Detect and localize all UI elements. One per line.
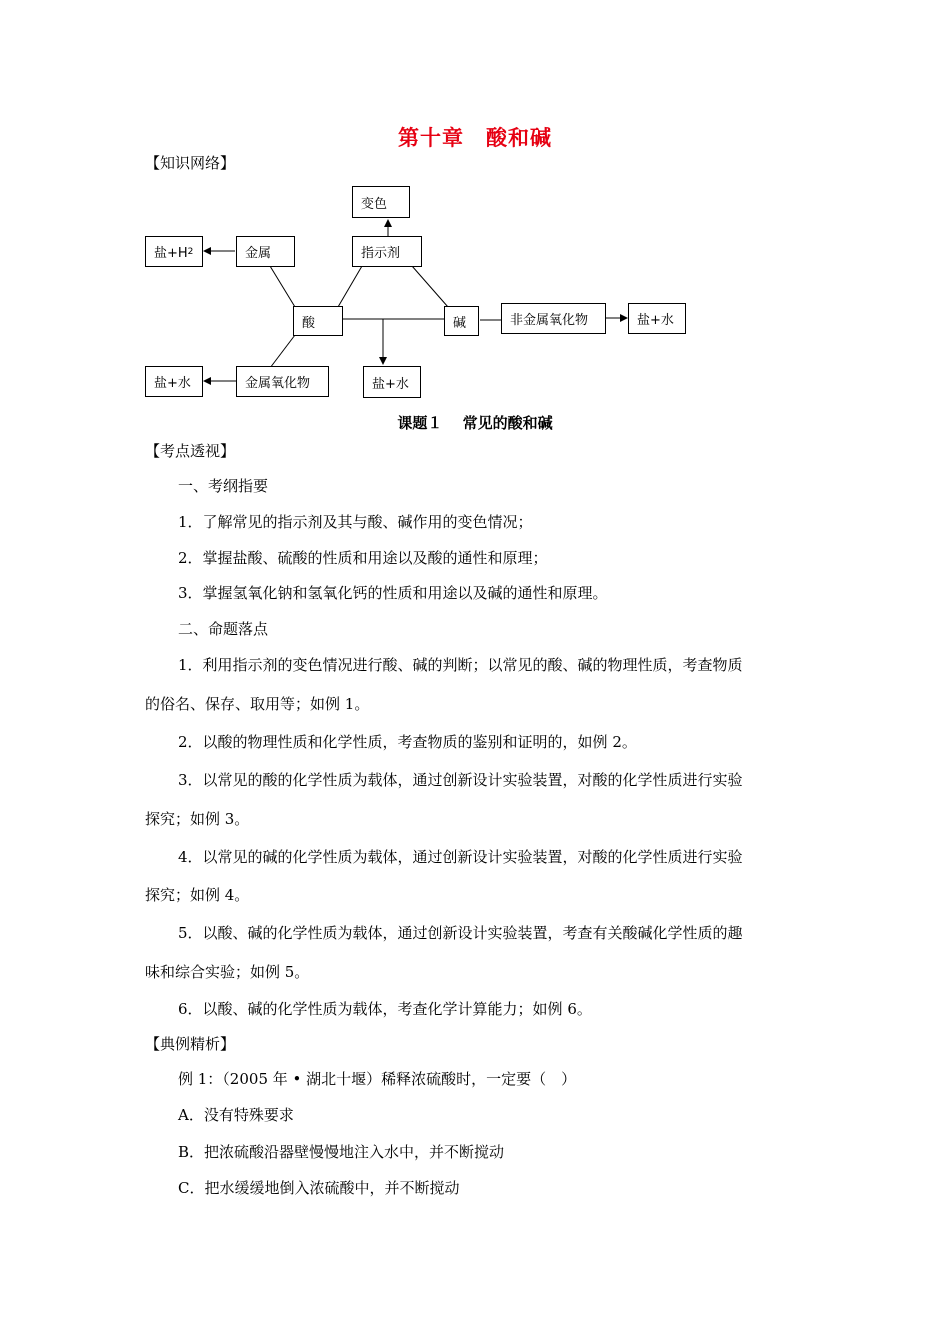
node-color-change: 变色 xyxy=(352,186,410,218)
focus-item-1-line-2: 的俗名、保存、取用等；如例 1。 xyxy=(145,695,370,713)
example-1-option-a: A．没有特殊要求 xyxy=(178,1106,294,1124)
node-nonmetal-oxide: 非金属氧化物 xyxy=(501,303,606,334)
example-1-option-b: B．把浓硫酸沿器壁慢慢地注入水中，并不断搅动 xyxy=(178,1143,505,1161)
node-acid: 酸 xyxy=(293,306,343,336)
node-indicator: 指示剂 xyxy=(352,236,422,267)
connector-indicator-base xyxy=(412,266,448,307)
connector-metal-acid xyxy=(270,266,295,307)
node-metal-oxide: 金属氧化物 xyxy=(236,366,329,397)
section-heading-examples: 【典例精析】 xyxy=(145,1035,236,1053)
focus-item-2: 2．以酸的物理性质和化学性质，考查物质的鉴别和证明的，如例 2。 xyxy=(178,733,637,751)
node-metal: 金属 xyxy=(236,236,295,267)
lesson-title: 课题１ 常见的酸和碱 xyxy=(397,414,553,432)
outline-heading: 一、考纲指要 xyxy=(178,477,269,495)
node-salt-water-left: 盐+水 xyxy=(145,366,203,397)
focus-item-5-line-1: 5．以酸、碱的化学性质为载体，通过创新设计实验装置，考查有关酸碱化学性质的趣 xyxy=(178,924,743,942)
section-heading-exam-points: 【考点透视】 xyxy=(145,442,236,460)
section-heading-knowledge-network: 【知识网络】 xyxy=(145,154,236,172)
node-salt-h2 xyxy=(145,236,203,267)
focus-item-1-line-1: 1．利用指示剂的变色情况进行酸、碱的判断；以常见的酸、碱的物理性质，考查物质 xyxy=(178,656,743,674)
outline-item-2: 2．掌握盐酸、硫酸的性质和用途以及酸的通性和原理； xyxy=(178,549,548,567)
focus-item-4-line-2: 探究；如例 4。 xyxy=(145,886,250,904)
node-salt-h2-label: 盐+H xyxy=(154,246,188,261)
node-base: 碱 xyxy=(444,306,479,336)
example-1-option-c: C．把水缓缓地倒入浓硫酸中，并不断搅动 xyxy=(178,1179,460,1197)
connector-acid-metal-oxide xyxy=(270,335,295,368)
focus-item-5-line-2: 味和综合实验；如例 5。 xyxy=(145,963,310,981)
knowledge-network-diagram xyxy=(140,180,700,405)
focus-heading: 二、命题落点 xyxy=(178,620,269,638)
node-salt-h2-subscript: 2 xyxy=(187,246,194,257)
outline-item-1: 1．了解常见的指示剂及其与酸、碱作用的变色情况； xyxy=(178,513,533,531)
focus-item-3-line-1: 3．以常见的酸的化学性质为载体，通过创新设计实验装置，对酸的化学性质进行实验 xyxy=(178,771,743,789)
example-1-question: 例 1：（2005 年 • 湖北十堰）稀释浓硫酸时，一定要（ ） xyxy=(178,1070,577,1088)
focus-item-3-line-2: 探究；如例 3。 xyxy=(145,810,250,828)
connector-indicator-acid xyxy=(338,266,362,307)
page-title: 第十章 酸和碱 xyxy=(398,126,552,150)
node-salt-water-right: 盐+水 xyxy=(628,303,686,334)
outline-item-3: 3．掌握氢氧化钠和氢氧化钙的性质和用途以及碱的通性和原理。 xyxy=(178,584,608,602)
node-salt-water-mid: 盐+水 xyxy=(363,366,421,398)
focus-item-6: 6．以酸、碱的化学性质为载体，考查化学计算能力；如例 6。 xyxy=(178,1000,592,1018)
focus-item-4-line-1: 4．以常见的碱的化学性质为载体，通过创新设计实验装置，对酸的化学性质进行实验 xyxy=(178,848,743,866)
